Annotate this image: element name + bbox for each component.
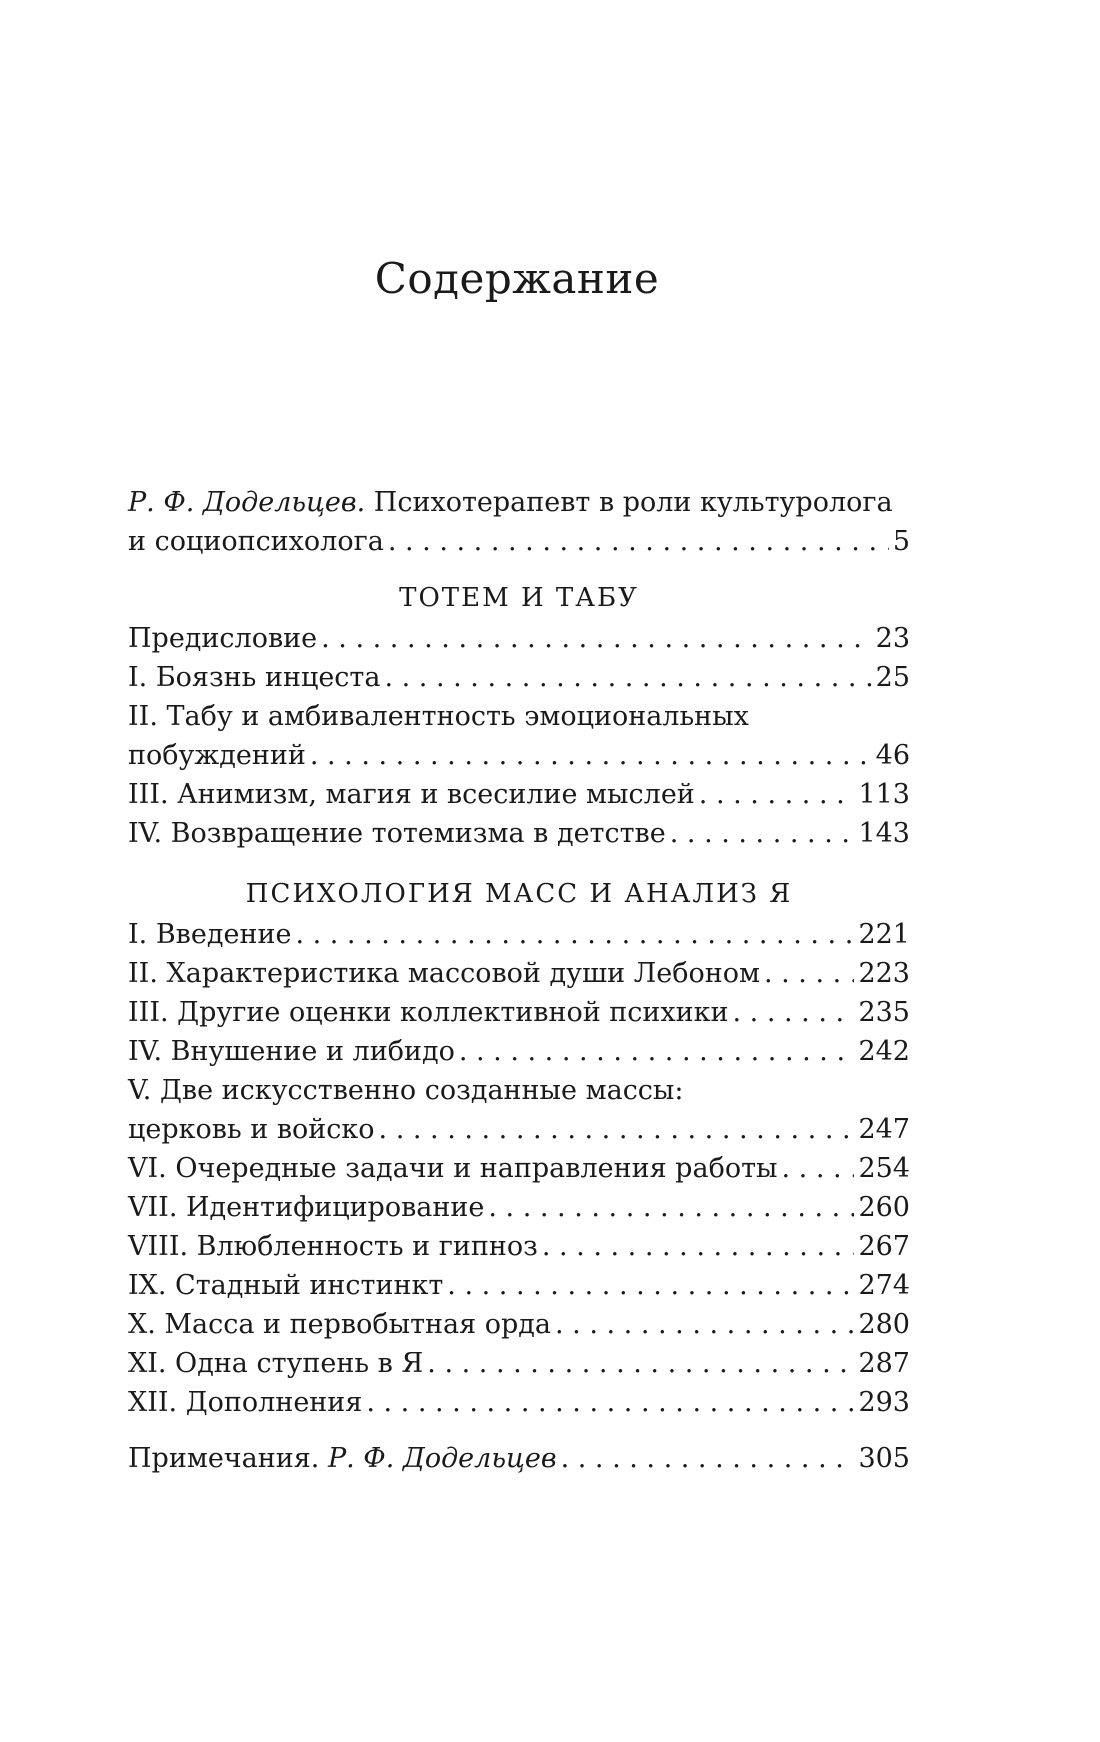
toc-entry-intro[interactable] bbox=[128, 483, 910, 561]
toc-entry-title-cont: и социопсихолога bbox=[128, 526, 384, 557]
dot-leader bbox=[764, 954, 854, 993]
section-heading-masses: ПСИХОЛОГИЯ МАСС И АНАЛИЗ Я bbox=[245, 879, 793, 909]
toc-page-number: 254 bbox=[858, 1153, 910, 1184]
toc-page-number: 221 bbox=[858, 919, 910, 950]
toc-entry-title-cont: побуждений bbox=[128, 740, 306, 771]
dot-leader bbox=[561, 1439, 855, 1478]
toc-entry[interactable] bbox=[128, 993, 910, 1032]
dot-leader bbox=[555, 1305, 854, 1344]
dot-leader bbox=[488, 1188, 854, 1227]
toc-entry[interactable] bbox=[128, 954, 910, 993]
toc-page-number: 5 bbox=[892, 526, 910, 557]
toc-entry[interactable] bbox=[128, 1188, 910, 1227]
toc-entry-notes[interactable] bbox=[128, 1439, 910, 1478]
dot-leader bbox=[384, 658, 871, 697]
toc-page-number: 25 bbox=[875, 662, 910, 693]
toc-page-number: 247 bbox=[858, 1114, 910, 1145]
toc-entry-title: IV. Возвращение тотемизма в детстве bbox=[128, 818, 666, 849]
toc-entry[interactable] bbox=[128, 915, 910, 954]
table-of-contents bbox=[128, 483, 910, 1478]
toc-page-number: 305 bbox=[858, 1443, 910, 1474]
page-title: Содержание bbox=[374, 254, 660, 304]
toc-entry-author: Р. Ф. Додельцев. bbox=[128, 487, 366, 518]
toc-entry[interactable] bbox=[128, 1227, 910, 1266]
toc-entry[interactable] bbox=[128, 1149, 910, 1188]
dot-leader bbox=[699, 775, 855, 814]
dot-leader bbox=[388, 522, 889, 561]
toc-entry-title: Предисловие bbox=[128, 623, 318, 654]
toc-entry-title: III. Другие оценки коллективной психики bbox=[128, 997, 729, 1028]
toc-entry[interactable] bbox=[128, 1266, 910, 1305]
dot-leader bbox=[782, 1149, 855, 1188]
toc-page-number: 260 bbox=[858, 1192, 910, 1223]
toc-page-number: 280 bbox=[858, 1309, 910, 1340]
toc-page-number: 267 bbox=[858, 1231, 910, 1262]
toc-entry-title: X. Масса и первобытная орда bbox=[128, 1309, 551, 1340]
toc-entry-title: I. Введение bbox=[128, 919, 292, 950]
dot-leader bbox=[670, 814, 855, 853]
toc-entry[interactable] bbox=[128, 1344, 910, 1383]
toc-entry-title: XII. Дополнения bbox=[128, 1387, 363, 1418]
toc-entry-title: VII. Идентифицирование bbox=[128, 1192, 485, 1223]
dot-leader bbox=[321, 619, 872, 658]
toc-entry-title: VI. Очередные задачи и направления работы bbox=[128, 1153, 778, 1184]
toc-page-number: 274 bbox=[858, 1270, 910, 1301]
toc-entry-author: Р. Ф. Додельцев bbox=[327, 1443, 557, 1474]
toc-page-number: 242 bbox=[858, 1036, 910, 1067]
dot-leader bbox=[366, 1383, 854, 1422]
toc-entry[interactable] bbox=[128, 1383, 910, 1422]
toc-page-number: 113 bbox=[858, 779, 910, 810]
toc-entry-title: II. Характеристика массовой души Лебоном bbox=[128, 958, 760, 989]
toc-page-number: 287 bbox=[858, 1348, 910, 1379]
dot-leader bbox=[459, 1032, 855, 1071]
toc-entry-title: V. Две искусственно созданные массы: bbox=[128, 1075, 684, 1106]
toc-entry-title: Психотерапевт в роли культуролога bbox=[365, 487, 893, 518]
dot-leader bbox=[733, 993, 855, 1032]
dot-leader bbox=[379, 1110, 855, 1149]
toc-notes-label: Примечания. bbox=[128, 1443, 328, 1474]
toc-entry[interactable] bbox=[128, 697, 910, 775]
toc-entry[interactable] bbox=[128, 1305, 910, 1344]
toc-entry-title: IV. Внушение и либидо bbox=[128, 1036, 455, 1067]
toc-entry-title: VIII. Влюбленность и гипноз bbox=[128, 1231, 538, 1262]
toc-entry-title: XI. Одна ступень в Я bbox=[128, 1348, 424, 1379]
toc-entry[interactable] bbox=[128, 814, 910, 853]
dot-leader bbox=[447, 1266, 854, 1305]
toc-page-number: 46 bbox=[875, 740, 910, 771]
toc-entry-title-cont: церковь и войско bbox=[128, 1114, 375, 1145]
dot-leader bbox=[310, 736, 872, 775]
toc-page-number: 293 bbox=[858, 1387, 910, 1418]
toc-entry-title: III. Анимизм, магия и всесилие мыслей bbox=[128, 779, 695, 810]
section-heading-totem: ТОТЕМ И ТАБУ bbox=[399, 583, 639, 613]
toc-entry-title: II. Табу и амбивалентность эмоциональных bbox=[128, 701, 749, 732]
toc-entry[interactable] bbox=[128, 775, 910, 814]
dot-leader bbox=[542, 1227, 855, 1266]
toc-page-number: 235 bbox=[858, 997, 910, 1028]
toc-entry[interactable] bbox=[128, 1032, 910, 1071]
toc-entry-title: IX. Стадный инстинкт bbox=[128, 1270, 444, 1301]
toc-page-number: 223 bbox=[858, 958, 910, 989]
dot-leader bbox=[295, 915, 854, 954]
toc-entry-title bbox=[128, 1439, 557, 1478]
dot-leader bbox=[427, 1344, 854, 1383]
toc-entry[interactable] bbox=[128, 1071, 910, 1149]
toc-entry-title: I. Боязнь инцеста bbox=[128, 662, 381, 693]
toc-entry[interactable] bbox=[128, 658, 910, 697]
toc-page-number: 23 bbox=[875, 623, 910, 654]
toc-page-number: 143 bbox=[858, 818, 910, 849]
toc-entry[interactable] bbox=[128, 619, 910, 658]
toc-entry-line1 bbox=[128, 483, 910, 522]
